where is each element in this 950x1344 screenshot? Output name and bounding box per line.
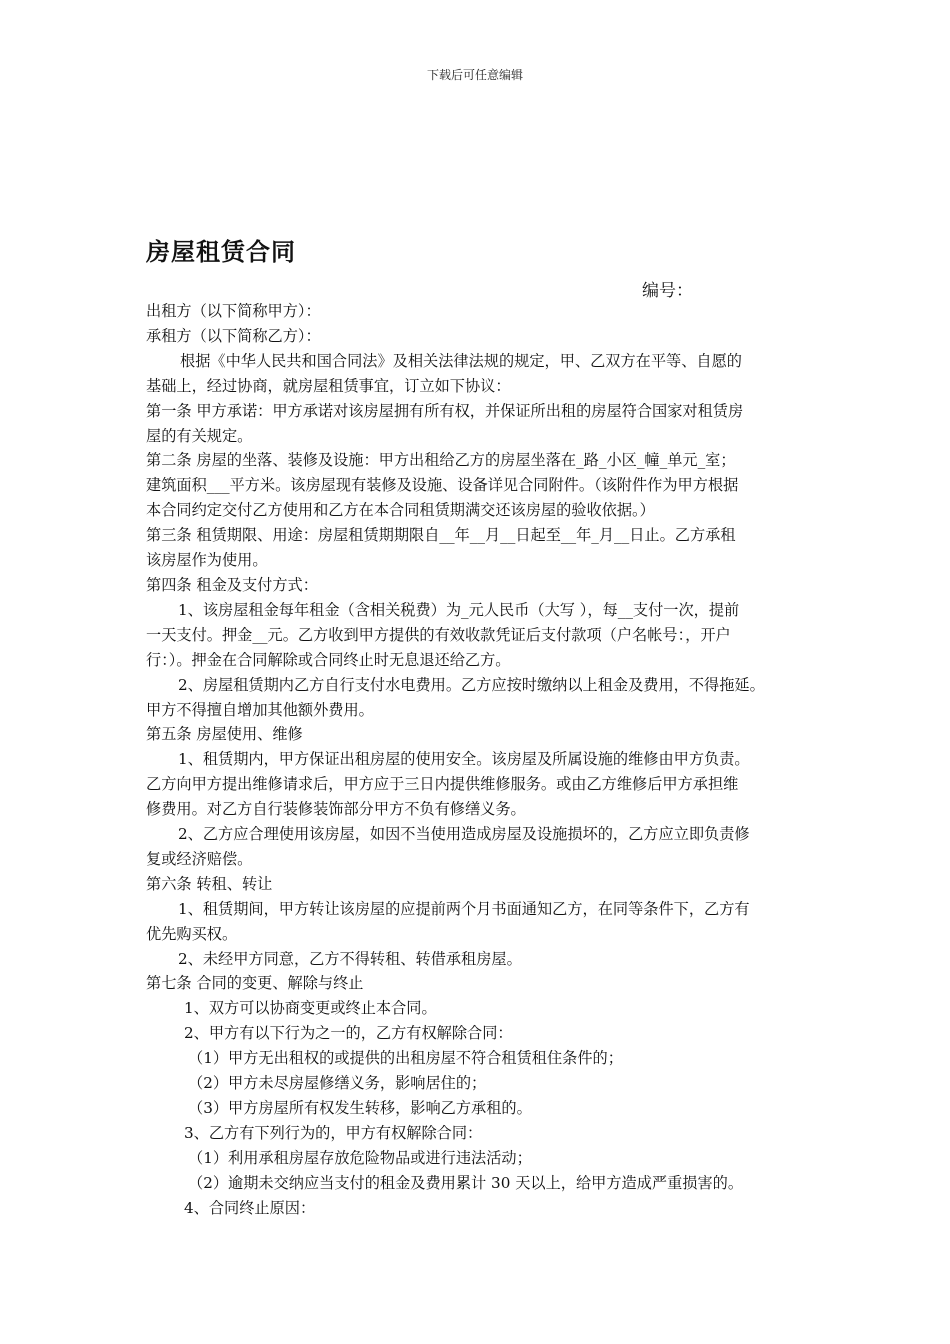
contract-line: 优先购买权。 bbox=[146, 924, 238, 943]
contract-line: 基础上，经过协商，就房屋租赁事宜，订立如下协议： bbox=[146, 376, 511, 395]
contract-line: 2、乙方应合理使用该房屋，如因不当使用造成房屋及设施损坏的，乙方应立即负责修 bbox=[178, 825, 750, 844]
contract-line: 第六条 转租、转让 bbox=[146, 874, 273, 893]
contract-line: （1）利用承租房屋存放危险物品或进行违法活动； bbox=[188, 1148, 532, 1167]
contract-line: 第二条 房屋的坐落、装修及设施：甲方出租给乙方的房屋坐落在_路_小区_幢_单元_室； bbox=[146, 451, 736, 470]
contract-line: 2、房屋租赁期内乙方自行支付水电费用。乙方应按时缴纳以上租金及费用，不得拖延。 bbox=[178, 675, 765, 694]
contract-line: 一天支付。押金__元。乙方收到甲方提供的有效收款凭证后支付款项（户名帐号：，开户 bbox=[146, 625, 731, 644]
contract-line: 第七条 合同的变更、解除与终止 bbox=[146, 974, 364, 993]
contract-line: 第三条 租赁期限、用途：房屋租赁期期限自__年__月__日起至__年_月__日止。乙方承租 bbox=[146, 526, 736, 545]
contract-line: 第一条 甲方承诺：甲方承诺对该房屋拥有所有权，并保证所出租的房屋符合国家对租赁房 bbox=[146, 401, 744, 420]
contract-line: 2、甲方有以下行为之一的，乙方有权解除合同： bbox=[184, 1024, 513, 1043]
contract-body bbox=[146, 299, 816, 1221]
contract-line: 1、双方可以协商变更或终止本合同。 bbox=[184, 999, 437, 1018]
contract-line: 2、未经甲方同意，乙方不得转租、转借承租房屋。 bbox=[178, 949, 522, 968]
contract-line: 根据《中华人民共和国合同法》及相关法律法规的规定，甲、乙双方在平等、自愿的 bbox=[180, 351, 742, 370]
contract-line: 行：）。押金在合同解除或合同终止时无息退还给乙方。 bbox=[146, 650, 511, 669]
header-note: 下载后可任意编辑 bbox=[426, 68, 523, 82]
contract-line: 修费用。对乙方自行装修装饰部分甲方不负有修缮义务。 bbox=[146, 800, 526, 819]
contract-line: 乙方向甲方提出维修请求后，甲方应于三日内提供维修服务。或由乙方维修后甲方承担维 bbox=[146, 775, 739, 794]
contract-line: 甲方不得擅自增加其他额外费用。 bbox=[146, 700, 374, 719]
contract-line: （1）甲方无出租权的或提供的出租房屋不符合租赁租住条件的； bbox=[188, 1049, 623, 1068]
contract-line: 建筑面积___平方米。该房屋现有装修及设施、设备详见合同附件。（该附件作为甲方根据 bbox=[146, 476, 739, 495]
contract-line: 出租方（以下简称甲方）： bbox=[146, 302, 321, 320]
contract-line: 本合同约定交付乙方使用和乙方在本合同租赁期满交还该房屋的验收依据。） bbox=[146, 501, 655, 520]
contract-line: 第五条 房屋使用、维修 bbox=[146, 725, 303, 744]
contract-line: 4、合同终止原因： bbox=[184, 1198, 316, 1217]
contract-line: （2）甲方未尽房屋修缮义务，影响居住的； bbox=[188, 1074, 487, 1093]
contract-number-label: 编号： bbox=[642, 281, 693, 301]
contract-line: （3）甲方房屋所有权发生转移，影响乙方承租的。 bbox=[188, 1099, 532, 1117]
contract-line: （2）逾期未交纳应当支付的租金及费用累计 30 天以上，给甲方造成严重损害的。 bbox=[188, 1173, 744, 1192]
contract-line: 该房屋作为使用。 bbox=[146, 551, 268, 570]
contract-line: 3、乙方有下列行为的，甲方有权解除合同： bbox=[184, 1123, 483, 1142]
contract-line: 承租方（以下简称乙方）： bbox=[146, 326, 321, 345]
contract-line: 第四条 租金及支付方式： bbox=[146, 575, 318, 594]
contract-line: 1、租赁期间，甲方转让该房屋的应提前两个月书面通知乙方，在同等条件下，乙方有 bbox=[178, 899, 750, 918]
contract-line: 1、该房屋租金每年租金（含相关税费）为_元人民币（大写 ），每__支付一次，提前 bbox=[178, 600, 740, 619]
document-title: 房屋租赁合同 bbox=[146, 238, 296, 266]
contract-line: 屋的有关规定。 bbox=[146, 426, 253, 445]
contract-line: 1、租赁期内，甲方保证出租房屋的使用安全。该房屋及所属设施的维修由甲方负责。 bbox=[178, 750, 750, 769]
contract-line: 复或经济赔偿。 bbox=[146, 849, 253, 868]
